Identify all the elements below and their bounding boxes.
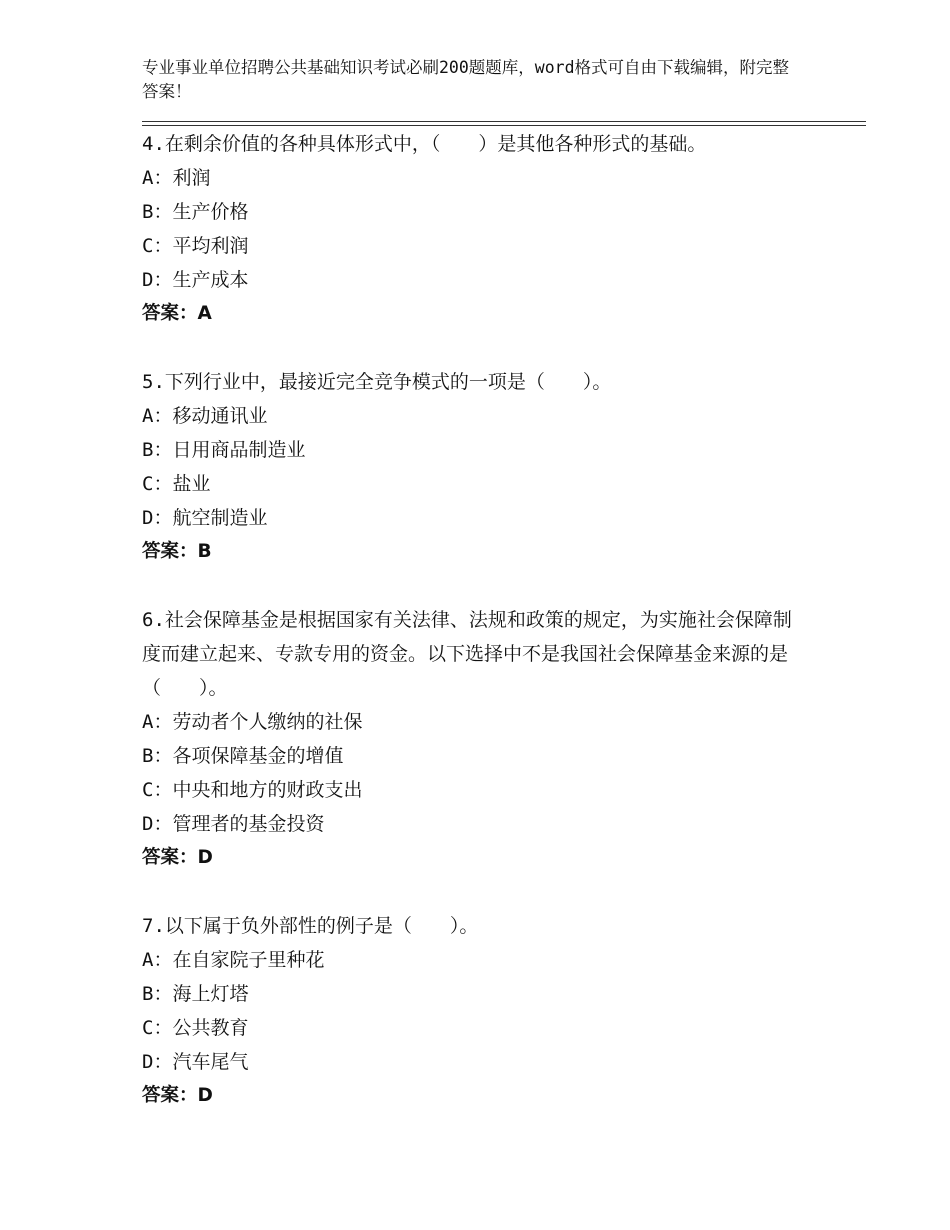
option-d: D：汽车尾气 (142, 1051, 249, 1073)
option-c: C：公共教育 (142, 1017, 249, 1039)
option-a: A：移动通讯业 (142, 405, 268, 427)
question-stem: 7.以下属于负外部性的例子是（ ）。 (142, 915, 479, 937)
option-c: C：盐业 (142, 473, 211, 495)
option-b: B：日用商品制造业 (142, 439, 306, 461)
header-rule-bottom (142, 125, 866, 126)
option-c: C：中央和地方的财政支出 (142, 779, 363, 801)
question-4 (142, 127, 802, 331)
question-stem: 4.在剩余价值的各种具体形式中，（ ）是其他各种形式的基础。 (142, 133, 707, 155)
answer: 答案：B (142, 541, 212, 562)
option-d: D：生产成本 (142, 269, 249, 291)
option-b: B：海上灯塔 (142, 983, 249, 1005)
question-5 (142, 365, 802, 569)
question-list (142, 127, 802, 1147)
question-stem: 5.下列行业中，最接近完全竞争模式的一项是（ ）。 (142, 371, 612, 393)
option-a: A：劳动者个人缴纳的社保 (142, 711, 363, 733)
option-d: D：管理者的基金投资 (142, 813, 325, 835)
answer: 答案：A (142, 303, 212, 324)
question-6 (142, 603, 802, 875)
question-stem: 6.社会保障基金是根据国家有关法律、法规和政策的规定，为实施社会保障制度而建立起来、专款专用的资金。以下选择中不是我国社会保障基金来源的是（ ）。 (142, 609, 792, 699)
question-7 (142, 909, 802, 1113)
option-b: B：生产价格 (142, 201, 249, 223)
option-a: A：利润 (142, 167, 211, 189)
header-rule-top (142, 121, 866, 122)
answer: 答案：D (142, 847, 213, 868)
option-d: D：航空制造业 (142, 507, 268, 529)
option-b: B：各项保障基金的增值 (142, 745, 344, 767)
document-header: 专业事业单位招聘公共基础知识考试必刷200题题库，word格式可自由下载编辑，附完整答案！ (142, 58, 790, 101)
option-c: C：平均利润 (142, 235, 249, 257)
option-a: A：在自家院子里种花 (142, 949, 325, 971)
answer: 答案：D (142, 1085, 213, 1106)
